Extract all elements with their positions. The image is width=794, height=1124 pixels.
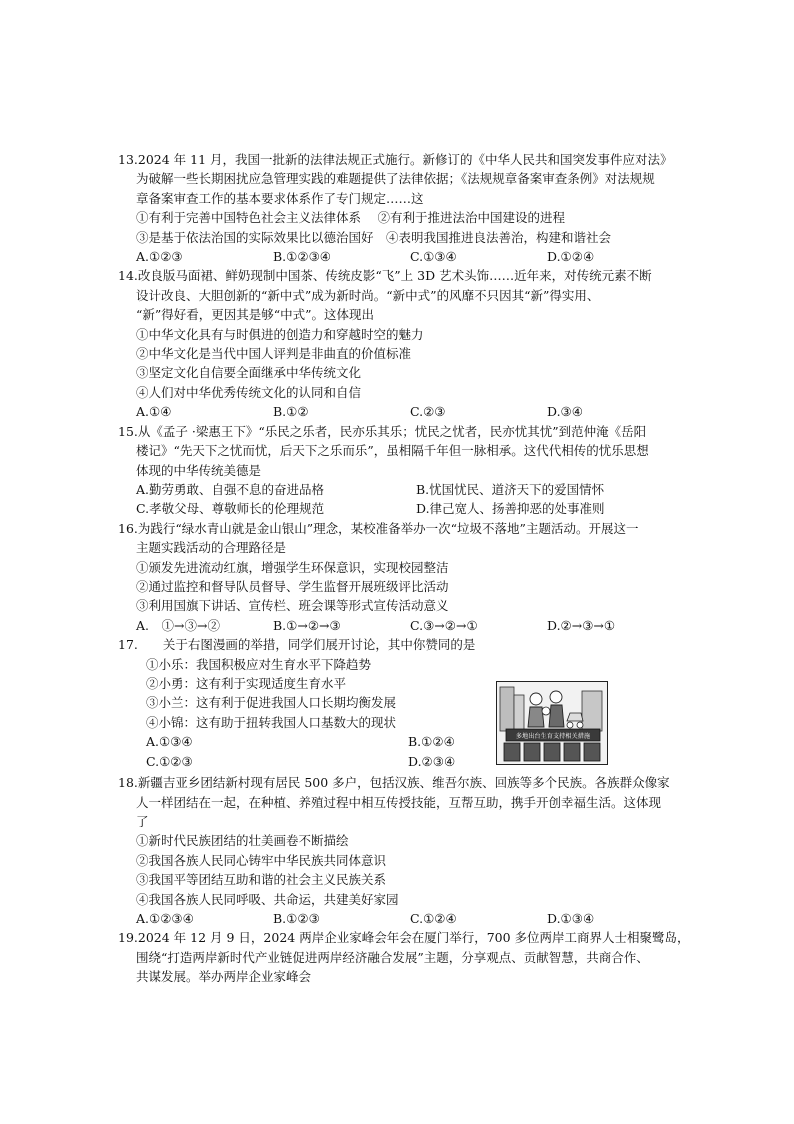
option-a[interactable]: A.①②③④ xyxy=(136,911,194,926)
option-b[interactable]: B.①→②→③ xyxy=(273,617,341,633)
question-13-item: ①有利于完善中国特色社会主义法律体系 ②有利于推进法治中国建设的进程 xyxy=(136,210,565,226)
question-14-options xyxy=(118,402,678,421)
question-13-line: 13.2024 年 11 月，我国一批新的法律法规正式施行。新修订的《中华人民共和国突发事件应对法》 xyxy=(118,152,673,167)
question-14-item: ③坚定文化自信要全面继承中华传统文化 xyxy=(136,365,362,381)
option-b[interactable]: B.①②③ xyxy=(273,911,320,926)
option-c[interactable]: C.①②④ xyxy=(410,911,457,926)
question-13-item: ③是基于依法治国的实际效果比以德治国好 ④表明我国推进良法善治，构建和谐社会 xyxy=(136,229,612,245)
question-19-line: 共谋发展。举办两岸企业家峰会 xyxy=(136,969,312,985)
question-18-item: ④我国各族人民同呼吸、共命运，共建美好家园 xyxy=(136,891,399,907)
option-a[interactable]: A.①④ xyxy=(136,404,172,420)
option-d[interactable]: D.律己宽人、扬善抑恶的处事准则 xyxy=(416,501,605,517)
question-15-line: 楼记》“先天下之忧而忧，后天下之乐而乐”，虽相隔千年但一脉相承。这代代相传的忧乐思想 xyxy=(136,443,649,459)
question-14-item: ②中华文化是当代中国人评判是非曲直的价值标准 xyxy=(136,346,412,362)
question-16-line: 主题实践活动的合理路径是 xyxy=(136,540,287,556)
question-13 xyxy=(118,150,678,266)
question-18-item: ②我国各族人民同心铸牢中华民族共同体意识 xyxy=(136,852,387,868)
question-16-item: ③利用国旗下讲话、宣传栏、班会课等形式宣传活动意义 xyxy=(136,598,449,614)
option-b[interactable]: B.忧国忧民、道济天下的爱国情怀 xyxy=(416,481,605,497)
option-c[interactable]: C.孝敬父母、尊敬师长的伦理规范 xyxy=(136,501,325,517)
option-d[interactable]: D.②→③→① xyxy=(547,617,616,633)
question-17-item: ④小锦：这有助于扭转我国人口基数大的现状 xyxy=(146,714,397,730)
option-d[interactable]: D.②③④ xyxy=(408,753,456,769)
question-16-line: 16.为践行“绿水青山就是金山银山”理念，某校准备举办一次“垃圾不落地”主题活动。开展这一 xyxy=(118,520,639,536)
question-18-item: ③我国平等团结互助和谐的社会主义民族关系 xyxy=(136,872,387,888)
cartoon-caption: 多地出台生育支持相关措施 xyxy=(515,733,591,741)
question-15-line: 体现的中华传统美德是 xyxy=(136,462,262,478)
option-d[interactable]: D.①②④ xyxy=(547,249,595,265)
option-d[interactable]: D.①③④ xyxy=(547,911,595,926)
option-a[interactable]: A.①③④ xyxy=(146,734,193,750)
question-18-line: 人一样团结在一起，在种植、养殖过程中相互传授技能，互帮互助，携手开创幸福生活。这体现 xyxy=(136,794,662,810)
question-18-line: 了 xyxy=(136,813,149,829)
cartoon-image xyxy=(496,681,608,765)
question-17-item: ③小兰：这有利于促进我国人口长期均衡发展 xyxy=(146,695,397,711)
option-d[interactable]: D.③④ xyxy=(547,404,583,420)
question-17-item: ②小勇：这有利于实现适度生育水平 xyxy=(146,675,347,691)
question-16-options xyxy=(118,616,678,635)
question-13-line: 为破解一些长期困扰应急管理实践的难题提供了法律依据；《法规规章备案审查条例》对法规规 xyxy=(136,171,655,187)
question-16-item: ①颁发先进流动红旗，增强学生环保意识，实现校园整洁 xyxy=(136,559,449,575)
option-a[interactable]: A. ①→③→② xyxy=(136,617,220,633)
question-14-line: 14.改良版马面裙、鲜奶现制中国茶、传统皮影“飞”上 3D 艺术头饰……近年来，对传统元素不断 xyxy=(118,268,652,284)
question-17-item: ①小乐：我国积极应对生育水平下降趋势 xyxy=(146,656,372,672)
option-b[interactable]: B.①②③④ xyxy=(273,249,331,265)
question-13-options xyxy=(118,247,678,266)
question-14-item: ①中华文化具有与时俱进的创造力和穿越时空的魅力 xyxy=(136,326,424,342)
question-18-options xyxy=(118,909,678,928)
option-a[interactable]: A.①②③ xyxy=(136,249,183,265)
question-14-line: 设计改良、大胆创新的“新中式”成为新时尚。“新中式”的风靡不只因其“新”得实用、 xyxy=(136,287,600,303)
option-a[interactable]: A.勤劳勇敢、自强不息的奋进品格 xyxy=(136,481,325,497)
option-b[interactable]: B.①② xyxy=(273,404,309,420)
option-b[interactable]: B.①②④ xyxy=(408,734,455,750)
question-16 xyxy=(118,519,678,635)
exam-page xyxy=(118,150,690,987)
question-16-item: ②通过监控和督导队员督导、学生监督开展班级评比活动 xyxy=(136,578,449,594)
question-18 xyxy=(118,773,678,928)
question-15-options xyxy=(118,480,678,519)
question-19-line: 19.2024 年 12 月 9 日，2024 两岸企业家峰会年会在厦门举行，700 多位两岸工商界人士相聚鹭岛， xyxy=(118,930,690,946)
question-17-stem: 17. 关于右图漫画的举措，同学们展开讨论，其中你赞同的是 xyxy=(118,637,476,653)
question-14-item: ④人们对中华优秀传统文化的认同和自信 xyxy=(136,384,362,400)
question-15-line: 15.从《孟子 ·梁惠王下》“乐民之乐者，民亦乐其乐；忧民之忧者，民亦忧其忧”到范仲淹《岳阳 xyxy=(118,423,647,439)
option-c[interactable]: C.③→②→① xyxy=(410,617,478,633)
question-14-line: “新”得好看，更因其是够“中式”。这体现出 xyxy=(136,307,375,323)
question-19 xyxy=(118,928,690,986)
option-c[interactable]: C.①②③ xyxy=(146,753,193,769)
question-17 xyxy=(118,635,678,773)
option-c[interactable]: C.①③④ xyxy=(410,249,457,265)
question-14 xyxy=(118,266,678,421)
question-18-line: 18.新疆吉亚乡团结新村现有居民 500 多户，包括汉族、维吾尔族、回族等多个民族。各族群众像家 xyxy=(118,775,670,791)
question-13-line: 章备案审查工作的基本要求体系作了专门规定……这 xyxy=(136,190,424,206)
question-18-item: ①新时代民族团结的壮美画卷不断描绘 xyxy=(136,833,349,849)
question-15 xyxy=(118,422,678,519)
option-c[interactable]: C.②③ xyxy=(410,404,446,420)
question-19-line: 围绕“打造两岸新时代产业链促进两岸经济融合发展”主题，分享观点、贡献智慧，共商合作、 xyxy=(136,949,649,965)
